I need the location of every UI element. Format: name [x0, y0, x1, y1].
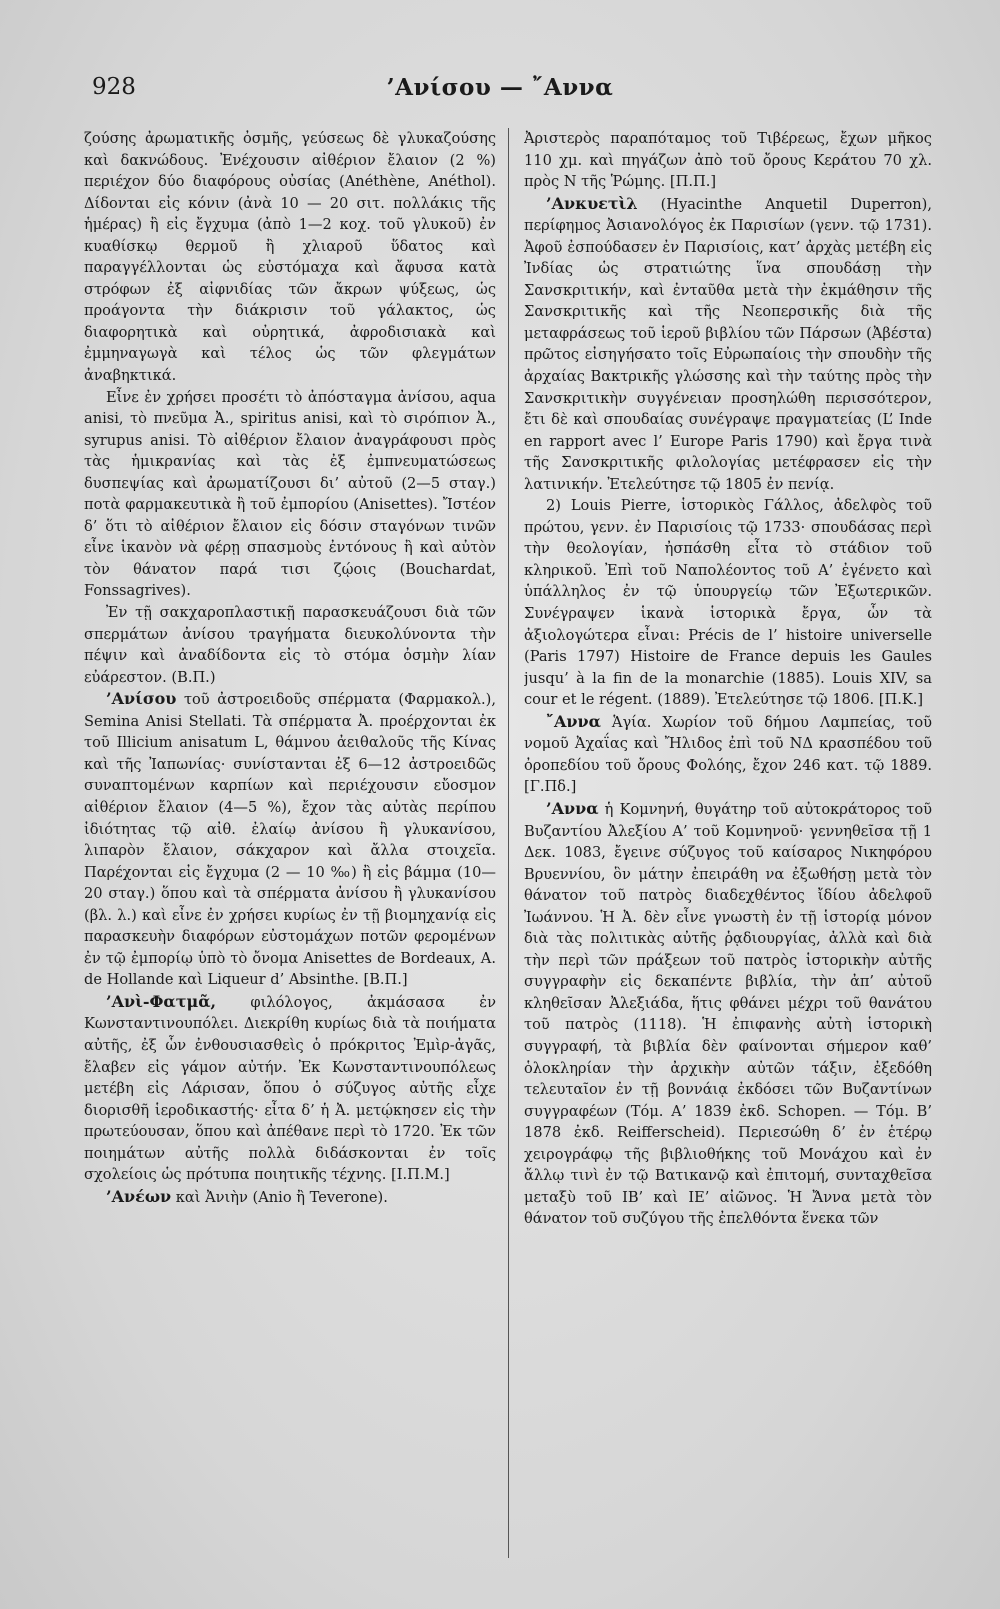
entry-text: Ἁγία. Χωρίον τοῦ δήμου Λαμπείας, τοῦ νομοῦ Ἀχαΐας καὶ Ἤλιδος ἐπὶ τοῦ ΝΔ κρασπέδου τοῦ ὀροπεδίου τοῦ ὄρους Φολόης, ἔχον 246 κατ. τῷ 1889. [Γ.Πδ.] [524, 713, 932, 796]
left-column [84, 128, 496, 1568]
entry-text: Ἀριστερὸς παραπόταμος τοῦ Τιβέρεως, ἔχων μῆκος 110 χμ. καὶ πηγάζων ἀπὸ τοῦ ὄρους Κεράτου 70 χλ. πρὸς Ν τῆς Ῥώμης. [Π.Π.] [524, 130, 932, 191]
dictionary-entry [84, 991, 496, 1186]
paragraph [84, 387, 496, 602]
running-title: ’Ανίσου — ῎Αννα [386, 74, 614, 101]
entry-text: ζούσης ἀρωματικῆς ὀσμῆς, γεύσεως δὲ γλυκαζούσης καὶ δακνώδους. Ἐνέχουσιν αἰθέριον ἔλαιον (2 %) περιέχον δύο διαφόρους οὐσίας (Anéthène, Anéthol). Δίδονται εἰς κόνιν (ἀνὰ 10 — 20 σιτ. πολλάκις τῆς ἡμέρας) ἢ εἰς ἔγχυμα (ἀπὸ 1—2 κοχ. τοῦ γλυκοῦ) ἐν κυαθίσκῳ θερμοῦ ἢ χλιαροῦ ὕδατος καὶ παραγγέλλονται ὡς εὐστόμαχα καὶ ἄφυσα κατὰ στρόφων ἐξ αἰφνιδίας τῶν ἄκρων ψύξεως, ὡς προάγοντα τὴν διάκρισιν τοῦ γάλακτος, ὡς διαφορητικὰ καὶ οὐρητικά, ἀφροδισιακὰ καὶ ἐμμηναγωγὰ καὶ τέλος ὡς τῶν φλεγμάτων ἀναβηκτικά. [84, 130, 496, 385]
column-divider [508, 128, 509, 1558]
entry-headword: ’Ανέων [106, 1186, 172, 1206]
dictionary-entry [524, 193, 932, 496]
entry-text: καὶ Ἀνιὴν (Anio ἢ Teverone). [171, 1188, 388, 1206]
paragraph [84, 602, 496, 688]
paragraph [524, 495, 932, 710]
entry-text: τοῦ ἀστροειδοῦς σπέρματα (Φαρμακολ.), Semina Anisi Stellati. Τὰ σπέρματα Ἀ. προέρχονται ἐκ τοῦ Illicium anisatum L, θάμνου ἀειθαλοῦς τῆς Κίνας καὶ τῆς Ἰαπωνίας· συνίστανται ἐξ 6—12 ἀστροειδῶς συναπτομένων καρπίων καὶ περιέχουσιν εὔοσμον αἰθέριον ἔλαιον (4—5 %), ἔχον τὰς αὐτὰς περίπου ἰδιότητας τῷ αἰθ. ἐλαίῳ ἀνίσου ἢ γλυκανίσου, λιπαρὸν ἔλαιον, σάκχαρον καὶ ἄλλα στοιχεῖα. Παρέχονται εἰς ἔγχυμα (2 — 10 ‰) ἢ εἰς βάμμα (10—20 σταγ.) ὅπου καὶ τὰ σπέρματα ἀνίσου ἢ γλυκανίσου (βλ. λ.) καὶ εἶνε ἐν χρήσει κυρίως ἐν τῇ βιομηχανίᾳ εἰς παρασκευὴν διαφόρων εὐστομάχων ποτῶν φερομένων ἐν τῷ ἐμπορίῳ ὑπὸ τὸ ὄνομα Anisettes de Bordeaux, A. de Hollande καὶ Liqueur d’ Absinthe. [Β.Π.] [84, 691, 496, 989]
right-column [524, 128, 932, 1568]
entry-headword: ’Ανκυετὶλ [546, 193, 638, 213]
entry-headword: ’Αννα [546, 798, 599, 818]
entry-text: 2) Louis Pierre, ἱστορικὸς Γάλλος, ἀδελφὸς τοῦ πρώτου, γενν. ἐν Παρισίοις τῷ 1733· σπουδάσας περὶ τὴν θεολογίαν, ἠσπάσθη εἶτα τὸ στάδιον τοῦ κληρικοῦ. Ἐπὶ τοῦ Ναπολέοντος τοῦ Α’ ἐγένετο καὶ ὑπάλληλος ἐν τῷ ὑπουργείῳ τῶν Ἐξωτερικῶν. Συνέγραψεν ἱκανὰ ἱστορικὰ ἔργα, ὧν τὰ ἀξιολογώτερα εἶναι: Précis de l’ histoire universelle (Paris 1797) Histoire de France depuis les Gaules jusqu’ à la fin de la monarchie (1885). Louis XIV, sa cour et le régent. (1889). Ἐτελεύτησε τῷ 1806. [Π.Κ.] [524, 497, 932, 709]
dictionary-entry [84, 688, 496, 991]
dictionary-entry [524, 711, 932, 798]
entry-headword: ’Ανὶ-Φατμᾶ, [106, 991, 217, 1011]
paragraph [84, 128, 496, 387]
entry-text: ἡ Κομνηνή, θυγάτηρ τοῦ αὐτοκράτορος τοῦ Βυζαντίου Ἀλεξίου Α’ τοῦ Κομνηνοῦ· γεννηθεῖσα τῇ 1 Δεκ. 1083, ἔγεινε σύζυγος τοῦ καίσαρος Νικηφόρου Βρυεννίου, ὃν μάτην ἐπειράθη να ἐξωθήσῃ μετὰ τὸν θάνατον τοῦ πατρὸς διαδεχθέντος ἴδίου ἀδελφοῦ Ἰωάννου. Ἡ Ἀ. δὲν εἶνε γνωστὴ ἐν τῇ ἱστορίᾳ μόνον διὰ τὰς πολιτικὰς αὐτῆς ῥᾳδιουργίας, ἀλλὰ καὶ διὰ τὴν περὶ τῶν πράξεων τοῦ πατρὸς ἱστορικὴν αὐτῆς συγγραφὴν εἰς δεκαπέντε βιβλία, τὴν ἀπ’ αὐτοῦ κληθεῖσαν Ἀλεξιάδα, ἥτις φθάνει μέχρι τοῦ θανάτου τοῦ πατρὸς (1118). Ἡ ἐπιφανὴς αὐτὴ ἱστορικὴ συγγραφή, τὰ βιβλία δὲν φαίνονται σήμερον καθ’ ὁλοκληρίαν τὴν ἀρχικὴν αὐτῶν τάξιν, ἐξεδόθη τελευταῖον ἐν τῇ βοννάιᾳ ἐκδόσει τῶν Βυζαντίνων συγγραφέων (Τόμ. Α’ 1839 ἐκδ. Schopen. — Τόμ. Β’ 1878 ἐκδ. Reifferscheid). Περιεσώθη δ’ ἐν ἑτέρῳ χειρογράφῳ τῆς βιβλιοθήκης τοῦ Μονάχου καὶ ἐν ἄλλῳ τινὶ ἐν τῷ Βατικανῷ καὶ ἐπιτομή, συνταχθεῖσα μεταξὺ τοῦ ΙΒ’ καὶ ΙΕ’ αἰῶνος. Ἡ Ἄννα μετὰ τὸν θάνατον τοῦ συζύγου τῆς ἐπελθόντα ἕνεκα τῶν [524, 800, 932, 1228]
dictionary-entry [524, 798, 932, 1230]
dictionary-entry [84, 1186, 496, 1209]
paragraph [524, 128, 932, 193]
entry-text: (Hyacinthe Anquetil Duperron), περίφημος Ἀσιανολόγος ἐκ Παρισίων (γενν. τῷ 1731). Ἀφοῦ ἐσπούδασεν ἐν Παρισίοις, κατ’ ἀρχὰς μετέβη εἰς Ἰνδίας ὡς στρατιώτης ἵνα σπουδάσῃ τὴν Σανσκριτικήν, καὶ ἐνταῦθα μετὰ τὴν ἐκμάθησιν τῆς Σανσκριτικῆς καὶ τῆς Νεοπερσικῆς διὰ τῆς μεταφράσεως τοῦ ἱεροῦ βιβλίου τῶν Πάρσων (Ἀβέστα) πρῶτος εἰσηγήσατο τοῖς Εὐρωπαίοις τὴν σπουδὴν τῆς ἀρχαίας Βακτρικῆς γλώσσης καὶ τὴν ταύτης πρὸς τὴν Σανσκριτικὴν συγγένειαν προσηλώθη περισσότερον, ἔτι δὲ καὶ σπουδαίας συνέγραψε πραγματείας (L’ Inde en rapport avec l’ Europe Paris 1790) καὶ ἔργα τινὰ τῆς Σανσκριτικῆς φιλολογίας μετέφρασεν εἰς τὴν λατινικήν. Ἐτελεύτησε τῷ 1805 ἐν πενίᾳ. [524, 195, 932, 493]
entry-text: Ἐν τῇ σακχαροπλαστικῇ παρασκευάζουσι διὰ τῶν σπερμάτων ἀνίσου τραγήματα διευκολύνοντα τὴν πέψιν καὶ ἀναδίδοντα εἰς τὸ στόμα ὀσμὴν λίαν εὐάρεστον. (Β.Π.) [84, 604, 496, 686]
entry-text: φιλόλογος, ἀκμάσασα ἐν Κωνσταντινουπόλει. Διεκρίθη κυρίως διὰ τὰ ποιήματα αὐτῆς, ἐξ ὧν ἐνθουσιασθεὶς ὁ πρόκριτος Ἐμὶρ-ἀγᾶς, ἔλαβεν εἰς γάμον αὐτήν. Ἐκ Κωνσταντινουπόλεως μετέβη εἰς Λάρισαν, ὅπου ὁ σύζυγος αὐτῆς εἶχε διορισθῆ ἱεροδικαστής· εἶτα δ’ ἡ Ἀ. μετῴκησεν εἰς τὴν πρωτεύουσαν, ὅπου καὶ ἀπέθανε περὶ τὸ 1720. Ἐκ τῶν ποιημάτων αὐτῆς πολλὰ διδάσκονται ἐν τοῖς σχολείοις ὡς πρότυπα ποιητικῆς τέχνης. [Ι.Π.Μ.] [84, 993, 496, 1184]
entry-text: Εἶνε ἐν χρήσει προσέτι τὸ ἀπόσταγμα ἀνίσου, aqua anisi, τὸ πνεῦμα Ἀ., spiritus anisi, καὶ τὸ σιρόπιον Ἀ., syrupus anisi. Τὸ αἰθέριον ἔλαιον ἀναγράφουσι πρὸς τὰς ἡμικρανίας καὶ τὰς ἐξ ἐμπνευματώσεως δυσπεψίας καὶ ἀρωματίζουσι δι’ αὐτοῦ (2—5 σταγ.) ποτὰ φαρμακευτικὰ ἢ τοῦ ἐμπορίου (Anisettes). Ἴστέον δ’ ὅτι τὸ αἰθέριον ἔλαιον εἰς δόσιν σταγόνων τινῶν εἶνε ἱκανὸν νὰ φέρῃ σπασμοὺς ἐντόνους ἢ καὶ αὐτὸν τὸν θάνατον παρά τισι ζῴοις (Bouchardat, Fonssagrives). [84, 388, 496, 600]
page-number: 928 [92, 74, 136, 100]
entry-headword: ’Ανίσου [106, 689, 177, 709]
entry-headword: ῎Αννα [546, 711, 601, 731]
